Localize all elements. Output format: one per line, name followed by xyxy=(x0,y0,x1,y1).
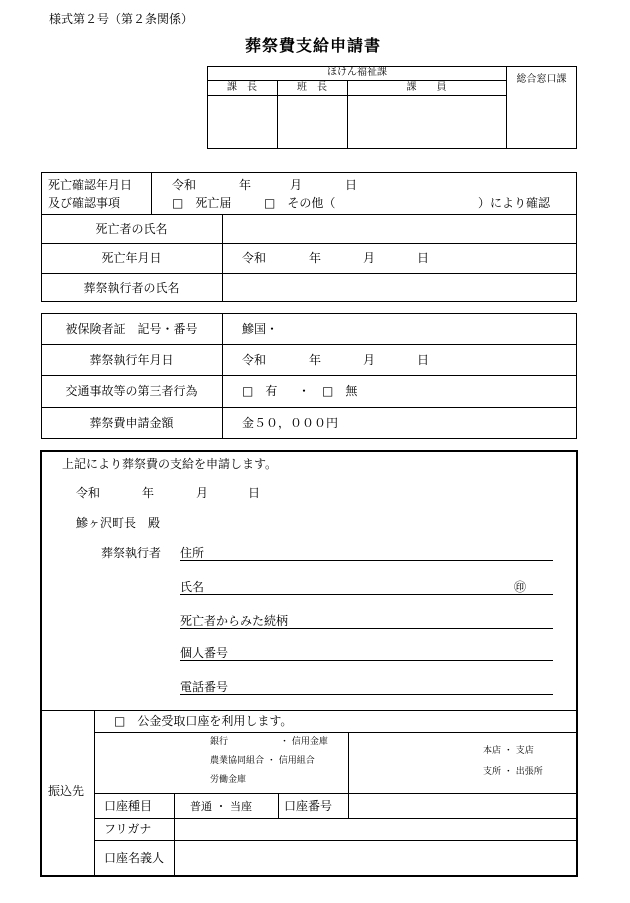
addressee: 鰺ヶ沢町長 殿 xyxy=(76,516,161,530)
confirmed-by-text: ）により確認 xyxy=(478,196,551,210)
confirm-label-1: 死亡確認年月日 xyxy=(48,178,133,192)
name-label: 氏名 xyxy=(180,580,205,594)
branch-text-2: 支所 ・ 出張所 xyxy=(483,767,543,777)
account-holder-field[interactable] xyxy=(175,841,576,875)
account-holder-label: 口座名義人 xyxy=(104,851,165,865)
death-date-reiwa: 令和 xyxy=(242,251,267,265)
account-number-label: 口座番号 xyxy=(284,799,333,813)
application-reiwa: 令和 xyxy=(76,486,101,500)
third-party-no-checkbox[interactable]: □ 無 xyxy=(322,384,358,398)
deceased-name-label: 死亡者の氏名 xyxy=(95,222,168,236)
organizer-label: 葬祭執行者 xyxy=(101,546,162,560)
checkbox-death-notice[interactable]: □ 死亡届 xyxy=(172,196,232,210)
account-type-value[interactable]: 普通 ・ 当座 xyxy=(190,800,252,813)
account-number-field[interactable] xyxy=(349,794,576,817)
confirm-label-2: 及び確認事項 xyxy=(48,196,121,210)
approval-chief: 課 長 xyxy=(227,82,257,93)
account-type-label: 口座種目 xyxy=(104,799,153,813)
furigana-field[interactable] xyxy=(175,819,576,839)
funeral-date-label: 葬祭執行年月日 xyxy=(89,353,174,367)
application-day: 日 xyxy=(248,486,261,500)
transfer-label: 振込先 xyxy=(48,784,85,798)
amount-label: 葬祭費申請金額 xyxy=(89,416,174,430)
confirm-day: 日 xyxy=(345,178,358,192)
death-date-year: 年 xyxy=(309,251,322,265)
public-account-checkbox[interactable]: □ 公金受取口座を利用します。 xyxy=(114,714,293,728)
checkbox-other[interactable]: □ その他（ xyxy=(264,196,336,210)
application-month: 月 xyxy=(196,486,209,500)
relationship-label: 死亡者からみた続柄 xyxy=(180,614,289,628)
application-year: 年 xyxy=(142,486,155,500)
nokyo-text: 農業協同組合 ・ 信用組合 xyxy=(210,756,315,766)
furigana-label: フリガナ xyxy=(104,822,152,836)
name-line[interactable] xyxy=(180,594,553,595)
personal-number-label: 個人番号 xyxy=(180,646,229,660)
death-date-label: 死亡年月日 xyxy=(101,251,162,265)
death-date-month: 月 xyxy=(363,251,376,265)
deceased-name-field[interactable] xyxy=(223,215,576,243)
bank-text: 銀行 xyxy=(210,737,229,747)
application-statement: 上記により葬祭費の支給を申請します。 xyxy=(62,457,278,471)
death-date-day: 日 xyxy=(417,251,430,265)
amount-value: 金５０，０００円 xyxy=(242,416,339,430)
third-party-label: 交通事故等の第三者行為 xyxy=(65,384,198,398)
confirm-month: 月 xyxy=(290,178,303,192)
form-number: 様式第２号（第２条関係） xyxy=(49,12,194,26)
third-party-yes-checkbox[interactable]: □ 有 xyxy=(242,384,278,398)
seal-mark: ㊞ xyxy=(514,580,527,594)
approval-window: 総合窓口課 xyxy=(516,74,567,85)
funeral-date-year: 年 xyxy=(309,353,322,367)
phone-label: 電話番号 xyxy=(180,680,229,694)
personal-number-line[interactable] xyxy=(180,660,553,661)
page-title: 葬祭費支給申請書 xyxy=(245,36,382,55)
address-label: 住所 xyxy=(180,546,205,560)
organizer-name-field[interactable] xyxy=(223,274,576,301)
rokin-text: 労働金庫 xyxy=(210,775,247,785)
relationship-line[interactable] xyxy=(180,628,553,629)
organizer-name-label: 葬祭執行者の氏名 xyxy=(83,281,180,295)
insurance-label: 被保険者証 記号・番号 xyxy=(65,322,198,336)
insurance-value[interactable]: 鰺国・ xyxy=(242,322,279,336)
funeral-date-month: 月 xyxy=(363,353,376,367)
phone-line[interactable] xyxy=(180,694,553,695)
shinkin-text: ・ 信用金庫 xyxy=(280,737,328,747)
third-party-separator: ・ xyxy=(298,384,311,398)
approval-dept: ほけん福祉課 xyxy=(327,67,387,78)
confirm-reiwa: 令和 xyxy=(172,178,197,192)
branch-text-1: 本店 ・ 支店 xyxy=(483,746,534,756)
approval-staff: 課 員 xyxy=(406,82,447,93)
funeral-date-day: 日 xyxy=(417,353,430,367)
funeral-date-reiwa: 令和 xyxy=(242,353,267,367)
approval-subchief: 班 長 xyxy=(297,82,327,93)
confirm-year: 年 xyxy=(239,178,252,192)
address-line[interactable] xyxy=(180,560,553,561)
